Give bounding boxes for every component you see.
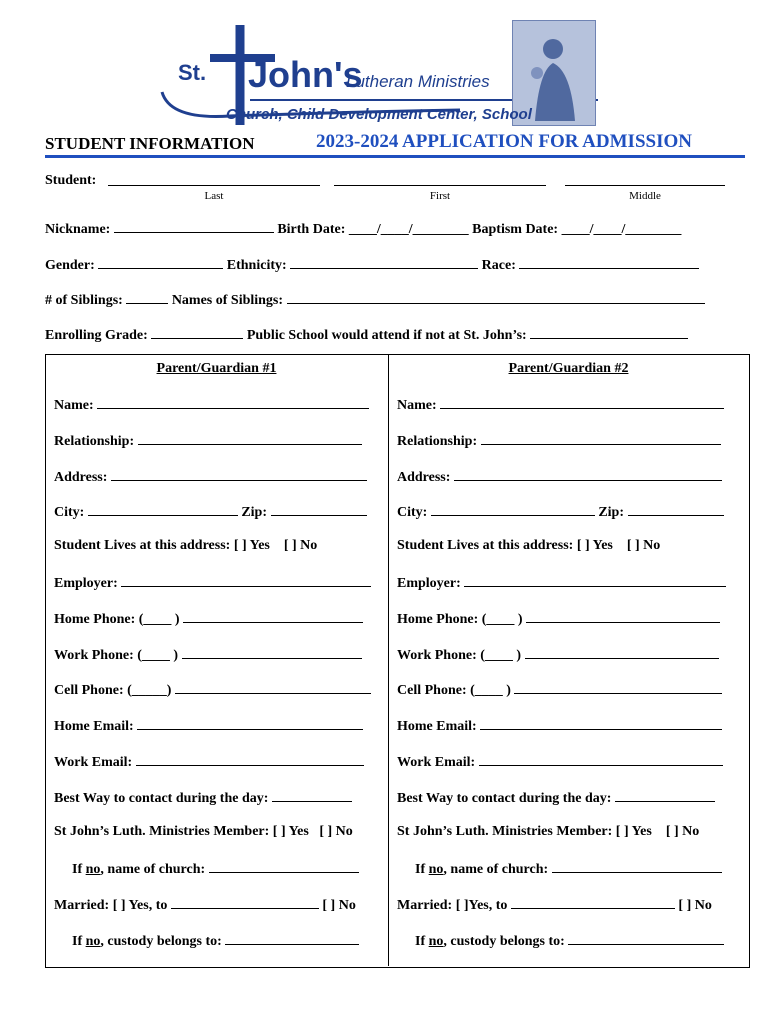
g2-custody-no: no (428, 934, 444, 949)
g1-married-field[interactable] (171, 896, 319, 909)
g2-church-if: If (415, 862, 429, 877)
gender-row (45, 256, 699, 274)
baptism-date-label: Baptism Date: (472, 222, 559, 237)
g1-home-phone-row (54, 610, 363, 628)
g2-married-field[interactable] (511, 896, 675, 909)
g1-work-phone-field[interactable] (182, 646, 362, 659)
g1-best-way-row (54, 789, 352, 807)
student-row (45, 173, 96, 189)
g2-custody-row (415, 932, 724, 950)
birth-date-label: Birth Date: (277, 222, 346, 237)
g2-city-field[interactable] (431, 503, 595, 516)
logo-subtitle: Church, Child Development Center, School (226, 106, 532, 123)
g2-work-email-field[interactable] (479, 753, 723, 766)
race-label: Race: (481, 258, 516, 273)
g1-home-phone-field[interactable] (183, 610, 363, 623)
grade-row (45, 326, 688, 344)
g2-home-phone-field[interactable] (526, 610, 720, 623)
g1-work-email-row (54, 753, 364, 771)
siblings-names-label: Names of Siblings: (171, 293, 284, 308)
siblings-names-field[interactable] (287, 291, 705, 304)
ethnicity-field[interactable] (290, 256, 478, 269)
g2-work-email-row (397, 753, 723, 771)
g2-cell-phone-field[interactable] (514, 681, 722, 694)
g2-custody-field[interactable] (568, 932, 724, 945)
logo-lutheran: Lutheran Ministries (346, 72, 490, 91)
g1-best-way-label: Best Way to contact during the day: (54, 791, 269, 806)
g1-name-row (54, 396, 369, 414)
g1-city-field[interactable] (88, 503, 238, 516)
public-school-label: Public School would attend if not at St. John’s: (246, 328, 527, 343)
g1-church-row (72, 860, 359, 878)
g1-work-email-label: Work Email: (54, 755, 133, 770)
g2-name-row (397, 396, 724, 414)
g2-work-phone-label: Work Phone: (____ ) (397, 648, 522, 663)
nickname-label: Nickname: (45, 222, 111, 237)
g2-best-way-field[interactable] (615, 789, 715, 802)
g2-employer-row (397, 574, 726, 592)
g2-city-label: City: (397, 505, 428, 520)
g1-church-no: no (85, 862, 101, 877)
g1-church-label: , name of church: (100, 862, 206, 877)
g2-church-label: , name of church: (443, 862, 549, 877)
application-title: 2023-2024 APPLICATION FOR ADMISSION (316, 131, 692, 152)
g1-custody-field[interactable] (225, 932, 359, 945)
race-field[interactable] (519, 256, 699, 269)
siblings-count-label: # of Siblings: (45, 293, 123, 308)
g1-home-email-field[interactable] (137, 717, 363, 730)
g2-work-email-label: Work Email: (397, 755, 476, 770)
middle-caption: Middle (629, 190, 661, 202)
enrolling-grade-field[interactable] (151, 326, 243, 339)
g1-relationship-field[interactable] (138, 432, 362, 445)
g1-married-label: Married: [ ] Yes, to (54, 898, 168, 913)
g2-married-row (397, 896, 712, 914)
g2-church-no: no (428, 862, 444, 877)
g2-home-email-label: Home Email: (397, 719, 477, 734)
g1-name-field[interactable] (97, 396, 369, 409)
g2-address-row (397, 468, 722, 486)
g1-custody-label: , custody belongs to: (100, 934, 222, 949)
g1-custody-if: If (72, 934, 86, 949)
section-title: STUDENT INFORMATION (45, 134, 255, 153)
g1-married-no[interactable]: [ ] No (322, 898, 356, 913)
g1-cell-phone-row (54, 681, 371, 699)
g2-zip-field[interactable] (628, 503, 724, 516)
g2-married-label: Married: [ ]Yes, to (397, 898, 508, 913)
g1-work-phone-label: Work Phone: (____ ) (54, 648, 179, 663)
g1-custody-row (72, 932, 359, 950)
g2-address-field[interactable] (454, 468, 722, 481)
g1-zip-label: Zip: (241, 505, 268, 520)
g1-city-label: City: (54, 505, 85, 520)
g2-cell-phone-label: Cell Phone: (____ ) (397, 683, 511, 698)
g1-relationship-label: Relationship: (54, 434, 135, 449)
guardian1-title: Parent/Guardian #1 (156, 361, 277, 376)
siblings-count-field[interactable] (126, 291, 168, 304)
enrolling-grade-label: Enrolling Grade: (45, 328, 148, 343)
g2-employer-label: Employer: (397, 576, 461, 591)
g1-church-field[interactable] (209, 860, 359, 873)
g2-custody-label: , custody belongs to: (443, 934, 565, 949)
g2-home-email-row (397, 717, 722, 735)
g2-best-way-label: Best Way to contact during the day: (397, 791, 612, 806)
student-middle-field[interactable] (565, 185, 725, 186)
g2-church-row (415, 860, 722, 878)
logo-st: St. (178, 60, 207, 85)
student-last-field[interactable] (108, 185, 320, 186)
g2-work-phone-row (397, 646, 719, 664)
student-label: Student: (45, 173, 97, 188)
g2-name-field[interactable] (440, 396, 724, 409)
nickname-row (45, 220, 681, 238)
first-caption: First (429, 190, 451, 202)
student-first-field[interactable] (334, 185, 546, 186)
g1-home-email-label: Home Email: (54, 719, 134, 734)
g1-employer-row (54, 574, 371, 592)
g1-church-if: If (72, 862, 86, 877)
header-rule (45, 155, 745, 158)
g2-city-row (397, 503, 724, 521)
g1-custody-no: no (85, 934, 101, 949)
g2-cell-phone-row (397, 681, 722, 699)
last-caption: Last (204, 190, 224, 202)
logo (150, 20, 620, 132)
g2-married-no[interactable]: [ ] No (678, 898, 712, 913)
g2-work-phone-field[interactable] (525, 646, 719, 659)
g2-church-field[interactable] (552, 860, 722, 873)
g1-best-way-field[interactable] (272, 789, 352, 802)
g1-address-label: Address: (54, 470, 108, 485)
g1-employer-field[interactable] (121, 574, 371, 587)
g2-relationship-row (397, 432, 721, 450)
nickname-field[interactable] (114, 220, 274, 233)
g1-relationship-row (54, 432, 362, 450)
g1-address-row (54, 468, 367, 486)
g2-relationship-label: Relationship: (397, 434, 478, 449)
logo-johns: John's (248, 54, 363, 95)
g1-employer-label: Employer: (54, 576, 118, 591)
g1-member[interactable]: St John’s Luth. Ministries Member: [ ] Yes [ ] No (54, 824, 353, 839)
g1-home-phone-label: Home Phone: (____ ) (54, 612, 180, 627)
g2-name-label: Name: (397, 398, 437, 413)
ethnicity-label: Ethnicity: (226, 258, 287, 273)
g2-best-way-row (397, 789, 715, 807)
g1-address-field[interactable] (111, 468, 367, 481)
g2-lives-at-address[interactable]: Student Lives at this address: [ ] Yes [ ] No (397, 538, 661, 553)
g2-home-phone-label: Home Phone: (____ ) (397, 612, 523, 627)
g1-home-email-row (54, 717, 363, 735)
g1-lives-at-address[interactable]: Student Lives at this address: [ ] Yes [ ] No (54, 538, 318, 553)
g2-address-label: Address: (397, 470, 451, 485)
g1-name-label: Name: (54, 398, 94, 413)
g1-work-phone-row (54, 646, 362, 664)
g2-relationship-field[interactable] (481, 432, 721, 445)
g1-city-row (54, 503, 367, 521)
g2-home-email-field[interactable] (480, 717, 722, 730)
g1-cell-phone-field[interactable] (175, 681, 371, 694)
g2-zip-label: Zip: (598, 505, 625, 520)
baptism-date-field[interactable]: ____/____/________ (561, 222, 682, 237)
g2-member[interactable]: St John’s Luth. Ministries Member: [ ] Yes [ ] No (397, 824, 700, 839)
g2-home-phone-row (397, 610, 720, 628)
g1-zip-field[interactable] (271, 503, 367, 516)
g1-married-row (54, 896, 356, 914)
birth-date-field[interactable]: ____/____/________ (348, 222, 469, 237)
public-school-field[interactable] (530, 326, 688, 339)
g1-work-email-field[interactable] (136, 753, 364, 766)
guardian2-title: Parent/Guardian #2 (508, 361, 629, 376)
column-divider (388, 354, 389, 966)
siblings-row (45, 291, 705, 309)
gender-label: Gender: (45, 258, 95, 273)
g1-cell-phone-label: Cell Phone: (_____) (54, 683, 172, 698)
g2-custody-if: If (415, 934, 429, 949)
g2-employer-field[interactable] (464, 574, 726, 587)
gender-field[interactable] (98, 256, 223, 269)
